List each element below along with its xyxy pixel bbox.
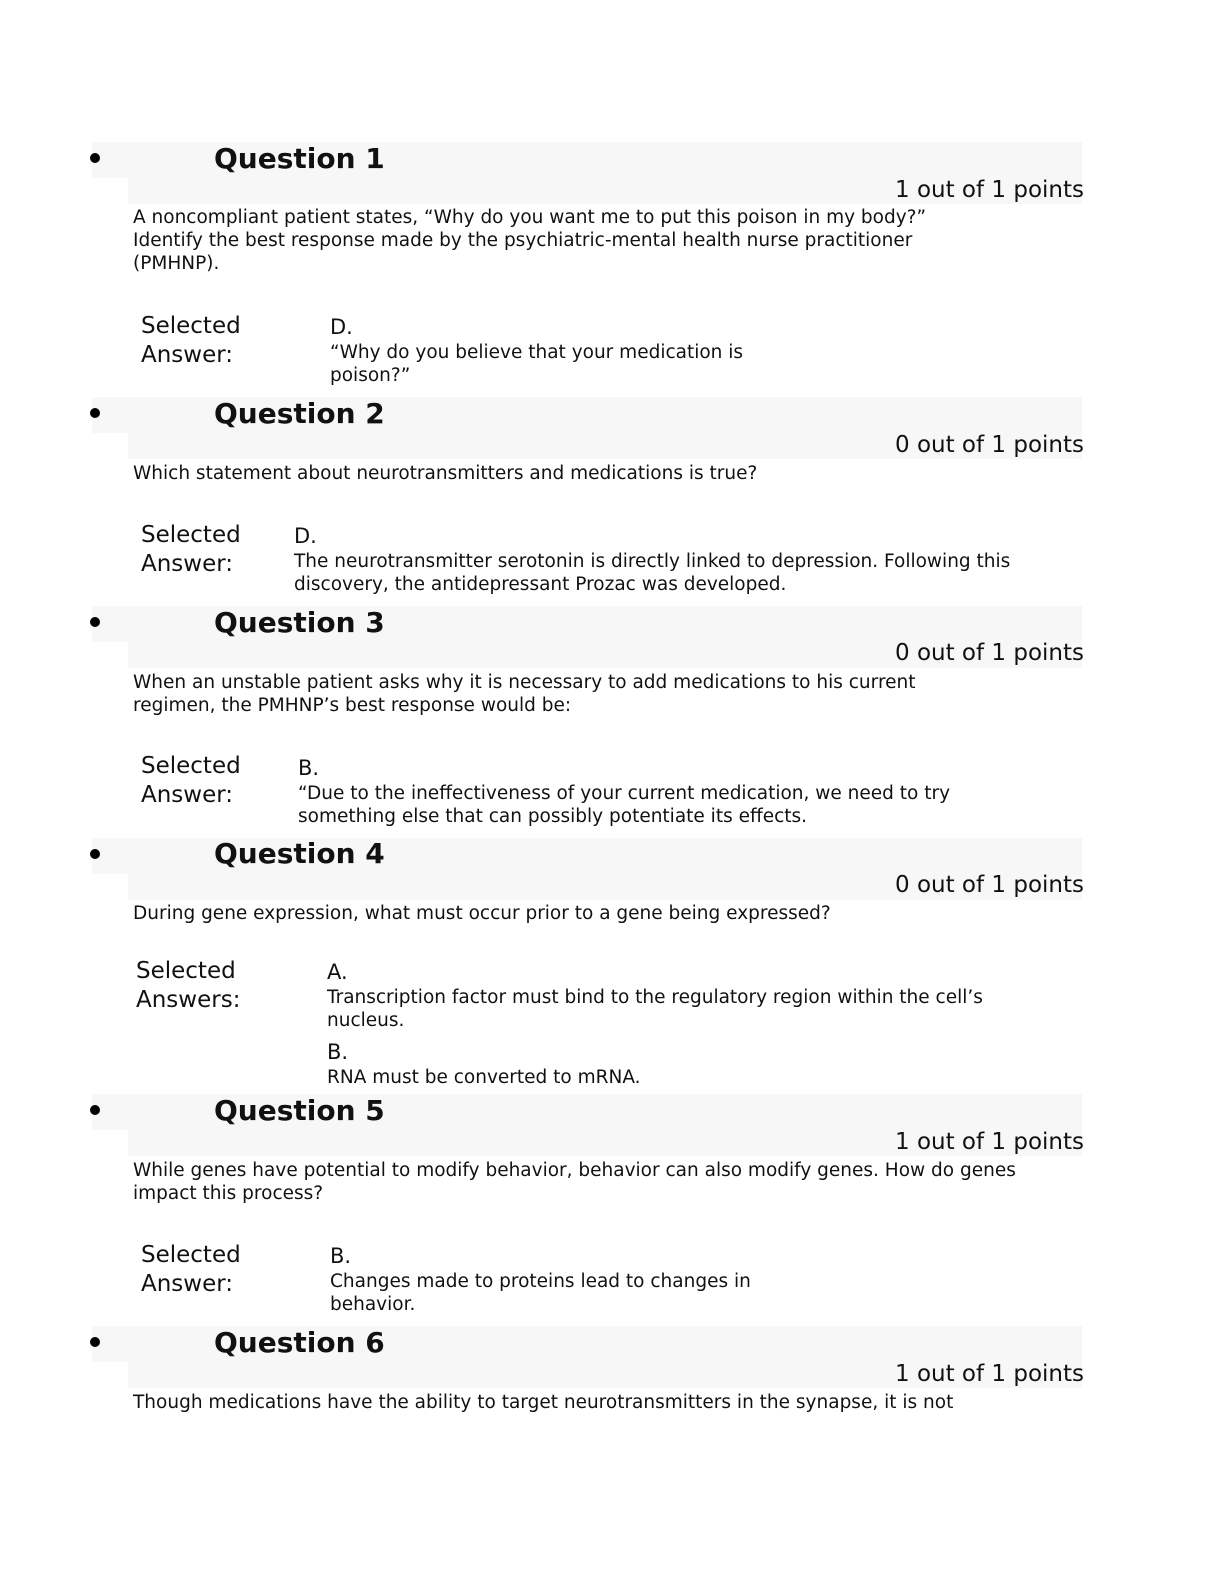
answer-letter: D. (294, 524, 317, 548)
question-points: 0 out of 1 points (895, 872, 1084, 898)
question-title: Question 1 (214, 142, 385, 175)
answer-text: RNA must be converted to mRNA. (327, 1067, 641, 1088)
question-points: 1 out of 1 points (895, 177, 1084, 203)
bullet-icon (90, 1337, 100, 1347)
selected-answer-label: Selected Answer: (141, 522, 241, 577)
bullet-icon (90, 153, 100, 163)
answer-letter: D. (330, 315, 353, 339)
question-text: During gene expression, what must occur prior to a gene being expressed? (133, 903, 831, 924)
question-text: A noncompliant patient states, “Why do you want me to put this poison in my body?” Identify the best response made by the psychiatric-mental health nurse practitioner (PMHNP). (133, 207, 927, 274)
question-title: Question 4 (214, 837, 385, 870)
question-points: 1 out of 1 points (895, 1129, 1084, 1155)
question-points: 0 out of 1 points (895, 640, 1084, 666)
answer-letter: B. (330, 1244, 352, 1268)
answer-text: “Why do you believe that your medication is poison?” (330, 342, 744, 386)
bullet-icon (90, 617, 100, 627)
question-points: 1 out of 1 points (895, 1361, 1084, 1387)
question-title: Question 2 (214, 397, 385, 430)
question-title: Question 5 (214, 1094, 385, 1127)
question-text: Though medications have the ability to target neurotransmitters in the synapse, it is not (133, 1392, 954, 1413)
question-title: Question 3 (214, 606, 385, 639)
bullet-icon (90, 1105, 100, 1115)
answer-text: Changes made to proteins lead to changes in behavior. (330, 1271, 751, 1315)
selected-answer-label: Selected Answer: (141, 753, 241, 808)
question-text: When an unstable patient asks why it is necessary to add medications to his current regimen, the PMHNP’s best response would be: (133, 672, 916, 716)
answer-text: “Due to the ineffectiveness of your current medication, we need to try something else that can possibly potentiate its effects. (298, 783, 951, 827)
bullet-icon (90, 849, 100, 859)
answer-letter: B. (298, 756, 320, 780)
selected-answer-label: Selected Answer: (141, 1242, 241, 1297)
answer-text: Transcription factor must bind to the regulatory region within the cell’s nucleus. (327, 987, 983, 1031)
question-points: 0 out of 1 points (895, 432, 1084, 458)
bullet-icon (90, 408, 100, 418)
question-title: Question 6 (214, 1326, 385, 1359)
answer-letter: B. (327, 1040, 349, 1064)
answer-text: The neurotransmitter serotonin is directly linked to depression. Following this discovery, the antidepressant Prozac was developed. (294, 551, 1011, 595)
selected-answer-label: Selected Answer: (141, 313, 241, 368)
answer-letter: A. (327, 960, 348, 984)
selected-answers-label: Selected Answers: (136, 958, 241, 1013)
question-text: While genes have potential to modify behavior, behavior can also modify genes. How do genes impact this process? (133, 1160, 1016, 1204)
question-text: Which statement about neurotransmitters and medications is true? (133, 463, 758, 484)
